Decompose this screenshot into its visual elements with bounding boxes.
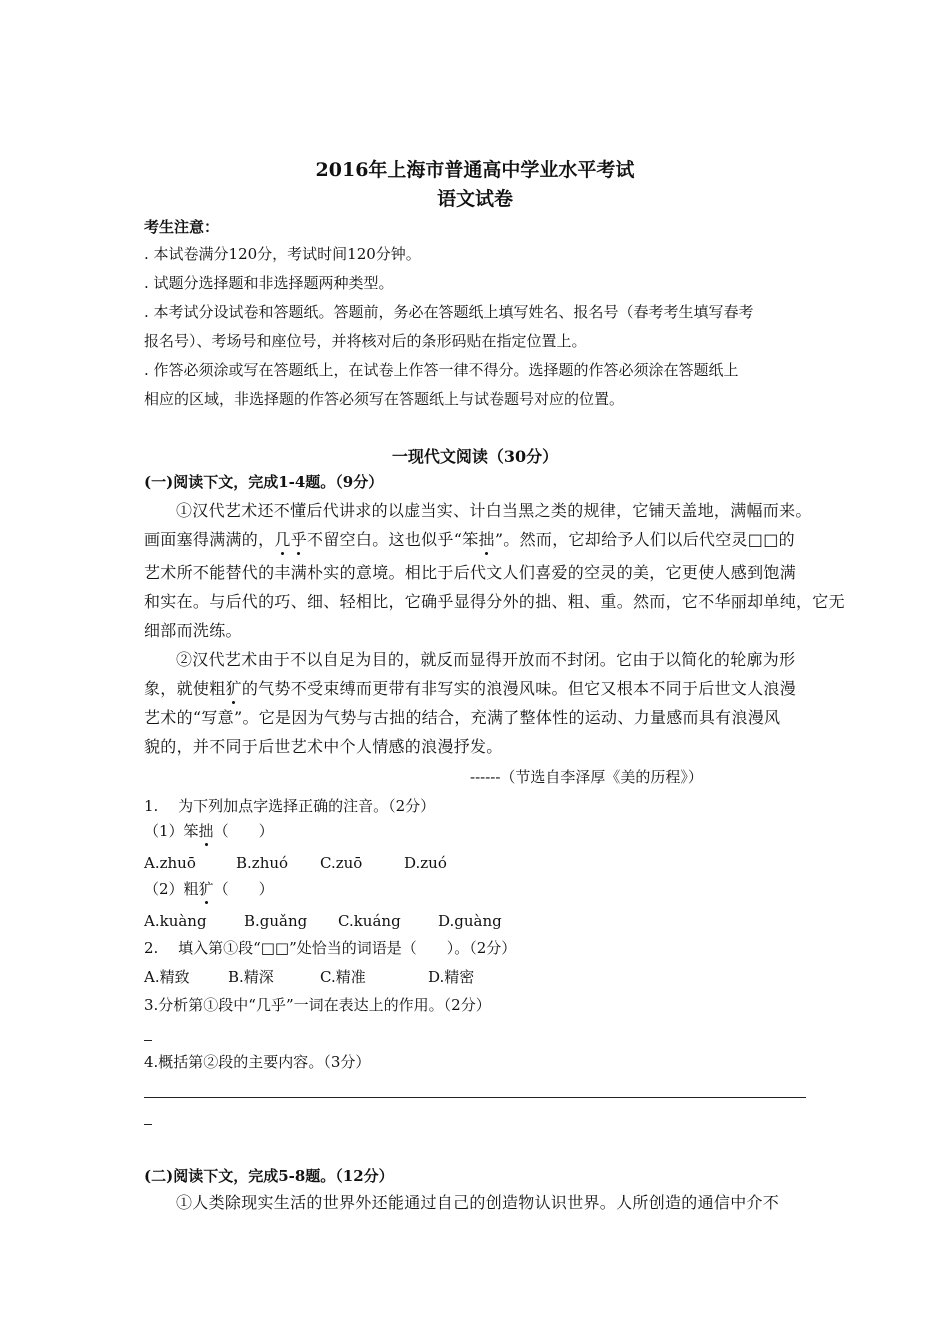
question-1-stem: 1. 为下列加点字选择正确的注音。（2分） bbox=[144, 797, 436, 815]
source-citation: ------（节选自李泽厚《美的历程》） bbox=[470, 768, 703, 786]
exam-subtitle: 语文试卷 bbox=[436, 188, 513, 210]
option-b: B.guǎng bbox=[244, 912, 308, 930]
question-4-stem: 4.概括第②段的主要内容。（3分） bbox=[144, 1053, 371, 1071]
answer-line bbox=[144, 1097, 806, 1098]
para2-line: 艺术的“写意”。它是因为气势与古拙的结合，充满了整体性的运动、力量感而具有浪漫风 bbox=[144, 708, 781, 727]
para1-line: ①汉代艺术还不懂后代讲求的以虚当实、计白当黑之类的规律，它铺天盖地，满幅而来。 bbox=[176, 501, 812, 520]
part1-heading: (一)阅读下文，完成1-4题。（9分） bbox=[144, 473, 384, 491]
section-title: 一现代文阅读（30分） bbox=[391, 447, 559, 466]
question-1-sub2 bbox=[144, 879, 274, 899]
option-b: B.精深 bbox=[228, 968, 274, 986]
para2-line: ②汉代艺术由于不以自足为目的，就反而显得开放而不封闭。它由于以简化的轮廓为形 bbox=[176, 650, 796, 669]
sub2-label: （2）粗 bbox=[144, 880, 199, 898]
sub1-label: （1）笨 bbox=[144, 822, 199, 840]
notice-item-continued: 报名号）、考场号和座位号，并将核对后的条形码贴在指定位置上。 bbox=[144, 332, 587, 350]
option-a: A.kuàng bbox=[144, 912, 207, 930]
notice-item: . 作答必须涂或写在答题纸上，在试卷上作答一律不得分。选择题的作答必须涂在答题纸上 bbox=[144, 361, 739, 379]
answer-line-stub bbox=[144, 1040, 152, 1041]
dotted-char: 几 bbox=[274, 530, 291, 549]
para1-line: 和实在。与后代的巧、细、轻相比，它确乎显得分外的拙、粗、重。然而，它不华丽却单纯，它无 bbox=[144, 592, 845, 611]
dotted-char: 拙 bbox=[478, 530, 495, 549]
para2-text: 的气势不受束缚而更带有非写实的浪漫风味。但它又根本不同于后世文人浪漫 bbox=[241, 679, 797, 698]
question-1-sub1 bbox=[144, 821, 274, 841]
notice-item: . 本考试分设试卷和答题纸。答题前，务必在答题纸上填写姓名、报名号（春考考生填写春考 bbox=[144, 303, 754, 321]
para1-text: 画面塞得满满的， bbox=[144, 530, 275, 549]
option-a: A.精致 bbox=[144, 968, 190, 986]
question-2-stem: 2. 填入第①段“□□”处恰当的词语是（ ）。（2分） bbox=[144, 939, 517, 957]
option-b: B.zhuó bbox=[236, 854, 289, 872]
answer-blank: （ ） bbox=[213, 880, 274, 898]
para1-line: 细部而洗练。 bbox=[144, 621, 242, 640]
dotted-char: 乎 bbox=[290, 530, 308, 549]
dotted-char: 犷 bbox=[198, 880, 214, 898]
para1-line: 艺术所不能替代的丰满朴实的意境。相比于后代文人们喜爱的空灵的美，它更使人感到饱满 bbox=[144, 563, 797, 582]
option-d: D.guàng bbox=[438, 912, 502, 930]
notice-heading: 考生注意： bbox=[144, 218, 220, 236]
option-c: C.kuáng bbox=[338, 912, 401, 930]
para2-line bbox=[144, 679, 796, 699]
option-d: D.精密 bbox=[428, 968, 475, 986]
option-d: D.zuó bbox=[404, 854, 447, 872]
dotted-char: 犷 bbox=[225, 679, 242, 698]
notice-item: . 本试卷满分120分，考试时间120分钟。 bbox=[144, 245, 421, 263]
part2-heading: (二)阅读下文，完成5-8题。（12分） bbox=[144, 1167, 394, 1185]
question-3-stem: 3.分析第①段中“几乎”一词在表达上的作用。（2分） bbox=[144, 996, 491, 1014]
answer-line-stub bbox=[144, 1124, 152, 1125]
notice-item-continued: 相应的区域，非选择题的作答必须写在答题纸上与试卷题号对应的位置。 bbox=[144, 390, 625, 408]
answer-blank: （ ） bbox=[213, 822, 274, 840]
para1-text: ”。然而，它却给予人们以后代空灵□□的 bbox=[494, 530, 795, 549]
option-a: A.zhuō bbox=[144, 854, 196, 872]
option-c: C.zuō bbox=[320, 854, 363, 872]
para2-line: 貌的，并不同于后世艺术中个人情感的浪漫抒发。 bbox=[144, 737, 503, 756]
para1-text: 不留空白。这也似乎“笨 bbox=[307, 530, 479, 549]
part2-para-line: ①人类除现实生活的世界外还能通过自己的创造物认识世界。人所创造的通信中介不 bbox=[176, 1193, 780, 1212]
exam-title: 2016年上海市普通高中学业水平考试 bbox=[315, 159, 635, 181]
notice-item: . 试题分选择题和非选择题两种类型。 bbox=[144, 274, 394, 292]
option-c: C.精准 bbox=[320, 968, 366, 986]
para1-line bbox=[144, 530, 795, 550]
para2-text: 象，就使粗 bbox=[144, 679, 226, 698]
dotted-char: 拙 bbox=[198, 822, 214, 840]
